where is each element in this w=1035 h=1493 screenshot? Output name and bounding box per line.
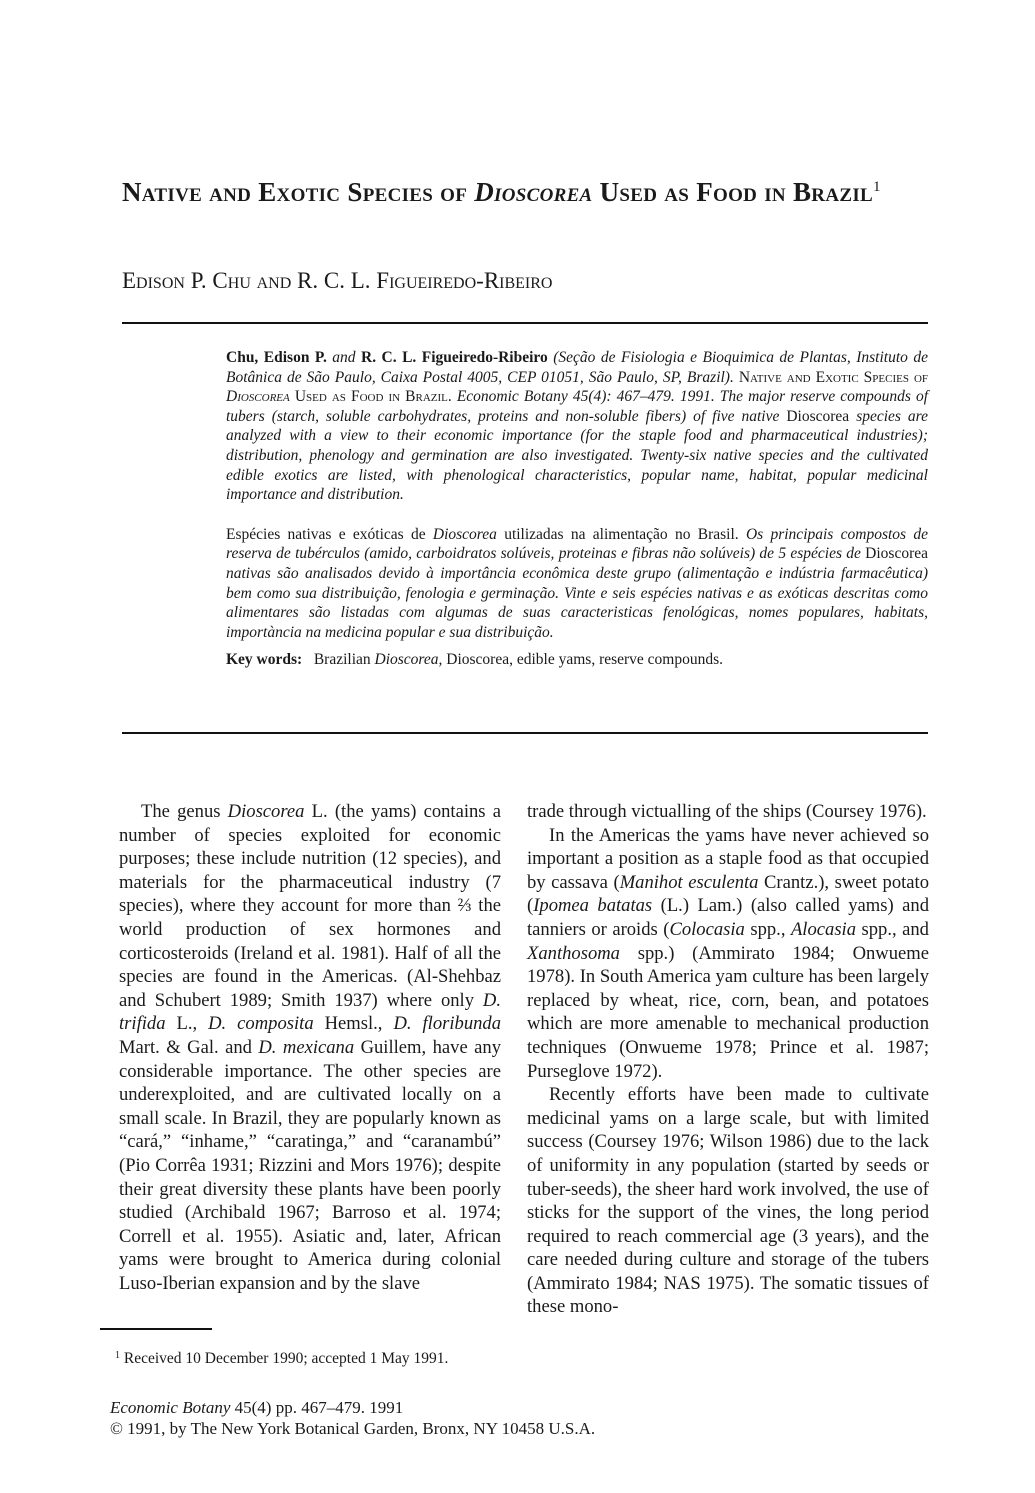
abstract-citation: Economic Botany 45(4): 467–479. 1991. [456,388,715,406]
title-footnote-mark: 1 [873,179,881,195]
top-divider [122,322,928,324]
footnote-divider [100,1328,212,1330]
article-title [122,170,942,209]
pt-title-1: Espécies nativas e exóticas de [226,525,426,543]
article-authors: Edison P. Chu and R. C. L. Figueiredo-Ribeiro [122,268,553,293]
pt-title-2: utilizadas na alimentação no Brasil. [504,525,739,543]
abstract-author-1: Chu, Edison P. [226,349,327,366]
bottom-divider [122,732,928,734]
title-text-1: Native and Exotic Species of [122,177,475,207]
body-left-column [119,800,501,1295]
copyright: © 1991, by The New York Botanical Garden, Bronx, NY 10458 U.S.A. [110,1419,596,1438]
journal-name: Economic Botany [110,1398,231,1417]
abstract-ref-title: Native and Exotic Species of Dioscorea Used as Food in Brazil. [226,368,929,406]
journal-citation [110,1397,810,1418]
title-genus: Dioscorea [474,177,593,207]
body-paragraph-continued: trade through victualling of the ships (Coursey 1976). [527,801,927,822]
pt-title-genus: Dioscorea [432,525,497,543]
keywords-label: Key words: [226,651,303,669]
footnote-text: Received 10 December 1990; accepted 1 May 1991. [123,1350,449,1367]
footnote-mark: 1 [115,1350,120,1361]
body-paragraph: The genus Dioscorea L. (the yams) contains a number of species exploited for economic purposes; these include nutrition (12 species), and materials for the pharmaceutical industry (7 species), where they account for more than ⅔ the world production of sex hormones and corticosteroids (Ireland et al. 1981). Half of all the species are found in the Americas. (Al-Shehbaz and Schubert 1989; Smith 1937) where only D. trifida L., D. composita Hemsl., D. floribunda Mart. & Gal. and D. mexicana Guillem, have any considerable importance. The other species are underexploited, and are cultivated locally on a small scale. In Brazil, they are popularly known as “cará,” “inhame,” “caratinga,” and “caranambú” (Pio Corrêa 1931; Rizzini and Mors 1976); despite their great diversity these plants have been poorly studied (Archibald 1967; Barroso et al. 1974; Correll et al. 1955). Asiatic and, later, African yams were brought to America during colonial Luso-Iberian expansion and by the slave [119,801,502,1294]
body-right-column [527,800,929,1319]
abstract-text-1: The major reserve compounds of tubers (starch, soluble carbohydrates, proteins and non-soluble fibers) of five native [226,388,928,425]
journal-info [110,1397,810,1439]
pt-text-1: Os principais compostos de reserva de tubérculos (amido, carboidratos solúveis, proteinas e fibras não solúveis) de 5 espécies de [226,525,928,563]
pt-text-2: nativas são analisados devido à importância econômica deste grupo (alimentação e indústria farmacêutica) bem como sua distribuição, fenologia e germinação. Vinte e seis espécies nativas e as exóticas descritas como alimentares são listadas com algumas de suas caracteristicas fenológicas, nomes populares, habitats, importància na medicina popular e sua distribuição. [226,564,928,641]
abstract-genus: Dioscorea [786,407,850,425]
journal-pages: 45(4) pp. 467–479. 1991 [234,1398,404,1417]
footnote [115,1346,515,1369]
pt-genus: Dioscorea [865,545,929,563]
abstract-english [226,348,928,505]
title-text-2: Used as Food in Brazil [592,177,873,207]
body-paragraph: Recently efforts have been made to cultivate medicinal yams on a large scale, but with limited success (Coursey 1976; Wilson 1986) due to the lack of uniformity in any population (started by seeds or tuber-seeds), the sheer hard work involved, the use of sticks for the support of the vines, the long period required to reach commercial age (3 years), and the care needed during culture and storage of the tubers (Ammirato 1984; NAS 1975). The somatic tissues of these mono- [527,1084,929,1318]
keywords: Key words: Brazilian Dioscorea, Dioscorea, edible yams, reserve compounds. [226,651,724,669]
abstract-text-2: species are analyzed with a view to their economic importance (for the staple food and pharmaceutical industries); distribution, phenology and germination are also investigated. Twenty-six native species and the cultivated edible exotics are listed, with phenological characteristics, popular name, habitat, popular medicinal importance and distribution. [226,407,929,504]
abstract-block [226,348,928,670]
abstract-author-2: R. C. L. Figueiredo-Ribeiro [361,349,548,366]
body-paragraph: In the Americas the yams have never achieved so important a position as a staple food as that occupied by cassava (Manihot esculenta Crantz.), sweet potato (Ipomea batatas (L.) Lam.) (also called yams) and tanniers or aroids (Colocasia spp., Alocasia spp., and Xanthosoma spp.) (Ammirato 1984; Onwueme 1978). In South America yam culture has been largely replaced by wheat, rice, corn, bean, and potatoes which are more amenable to mechanical production techniques (Onwueme 1978; Prince et al. 1987; Purseglove 1972). [527,824,929,1082]
abstract-and: and [332,349,356,366]
abstract-portuguese [226,525,928,643]
abstract-affiliation: (Seção de Fisiologia e Bioquimica de Plantas, Instituto de Botânica de São Paulo, Caixa Postal 4005, CEP 01051, São Paulo, SP, Brazil). [226,349,928,386]
